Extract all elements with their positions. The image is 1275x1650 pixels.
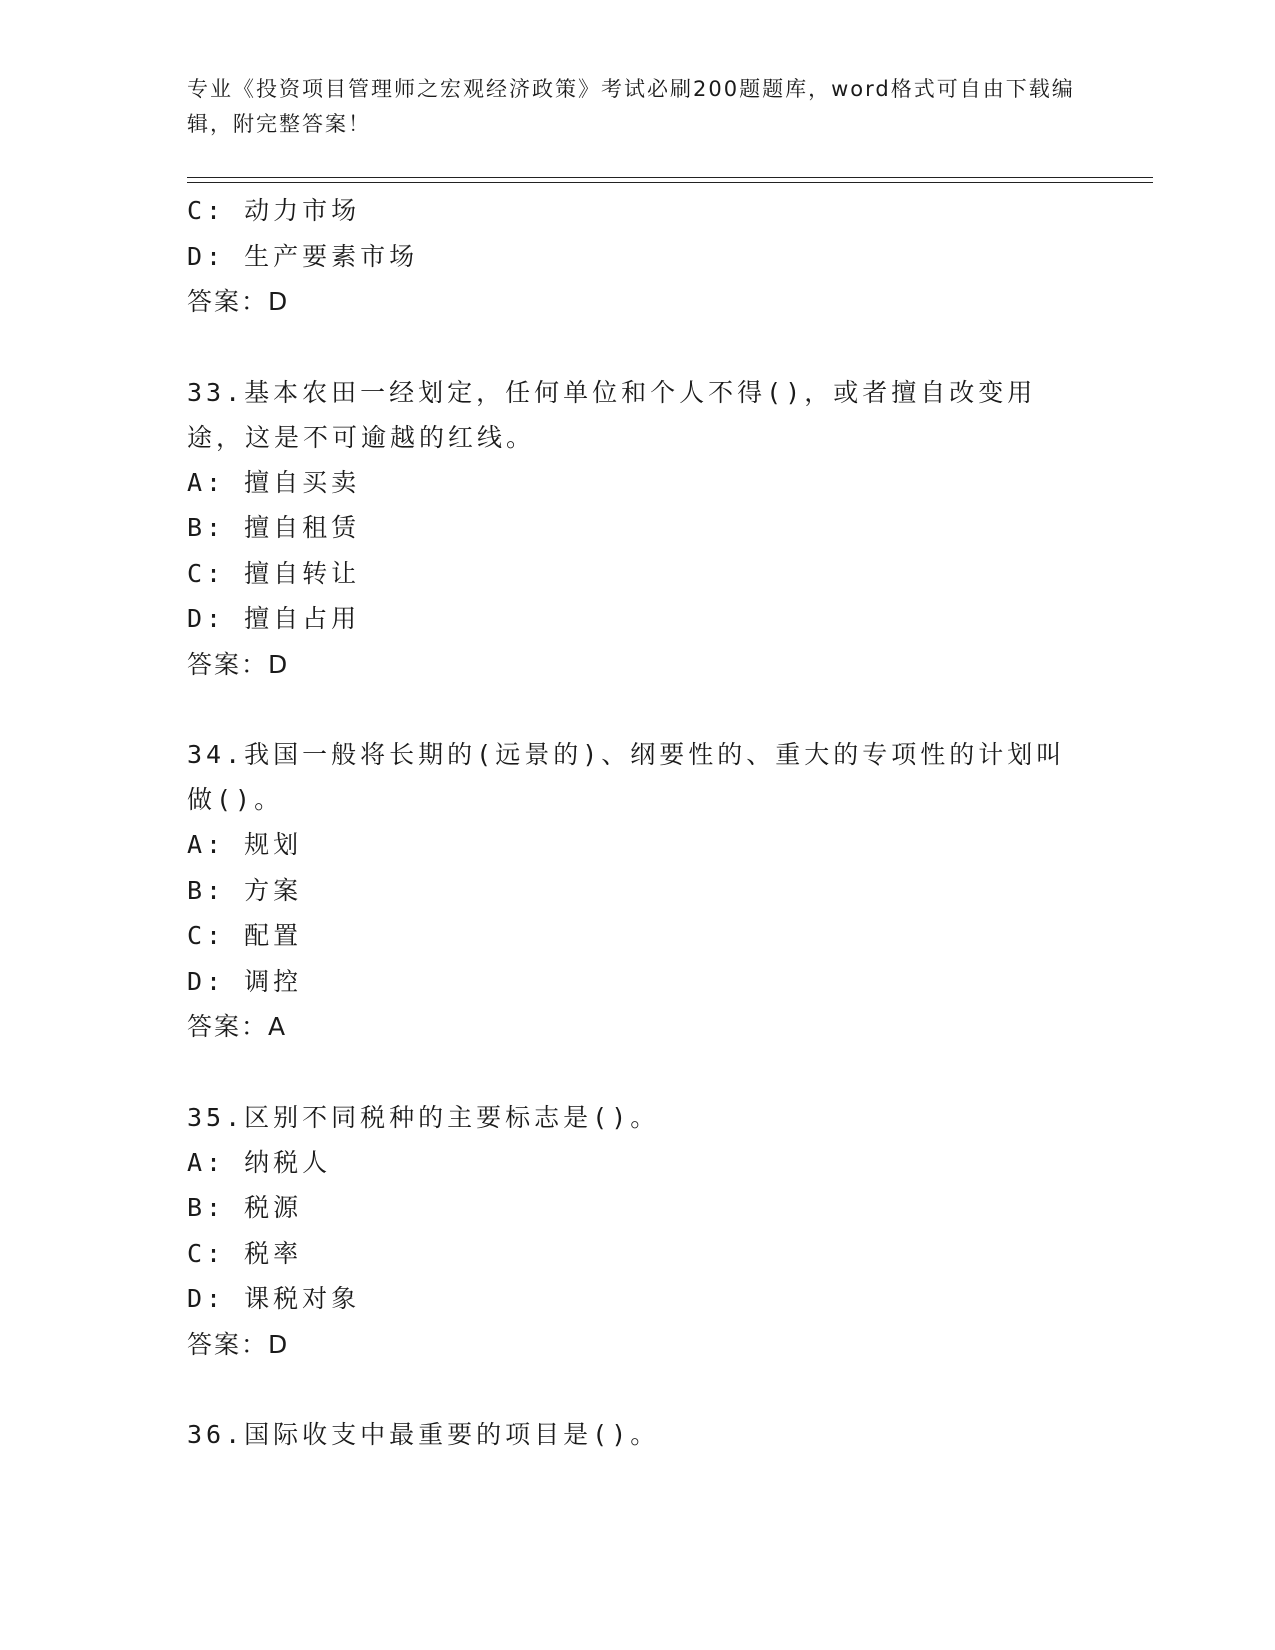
option-b: B: 税源 <box>187 1193 303 1222</box>
document-header: 专业《投资项目管理师之宏观经济政策》考试必刷200题题库，word格式可自由下载编辑，附完整答案！ <box>187 77 1075 136</box>
question-stem: 36.国际收支中最重要的项目是()。 <box>187 1420 660 1449</box>
header-rule-top <box>187 177 1153 178</box>
answer-line: 答案：D <box>187 1329 290 1359</box>
question-33 <box>187 370 1087 688</box>
question-stem: 33.基本农田一经划定，任何单位和个人不得()，或者擅自改变用途，这是不可逾越的红线。 <box>187 377 1037 452</box>
option-b: B: 方案 <box>187 875 303 905</box>
option-d: D: 擅自占用 <box>187 604 361 633</box>
option-a: A: 纳税人 <box>187 1147 332 1177</box>
answer-line: 答案：D <box>187 287 290 316</box>
question-stem: 34.我国一般将长期的(远景的)、纲要性的、重大的专项性的计划叫做()。 <box>187 740 1066 814</box>
answer-line: 答案：D <box>187 649 290 679</box>
header-rule-bottom <box>187 182 1153 183</box>
question-34 <box>187 732 1087 1050</box>
option-b: B: 擅自租赁 <box>187 513 361 542</box>
option-c: C: 税率 <box>187 1238 303 1268</box>
document-body <box>187 188 1087 1457</box>
option-d: D: 课税对象 <box>187 1284 361 1313</box>
option-d: D: 生产要素市场 <box>187 241 419 271</box>
option-c: C: 配置 <box>187 921 303 950</box>
option-d: D: 调控 <box>187 966 303 996</box>
question-stem: 35.区别不同税种的主要标志是()。 <box>187 1102 660 1132</box>
answer-line: 答案：A <box>187 1012 288 1041</box>
option-a: A: 擅自买卖 <box>187 467 361 497</box>
question-36 <box>187 1412 1087 1457</box>
option-a: A: 规划 <box>187 830 303 859</box>
question-35 <box>187 1095 1087 1368</box>
option-c: C: 动力市场 <box>187 196 361 225</box>
continued-question <box>187 188 1087 325</box>
option-c: C: 擅自转让 <box>187 558 361 588</box>
